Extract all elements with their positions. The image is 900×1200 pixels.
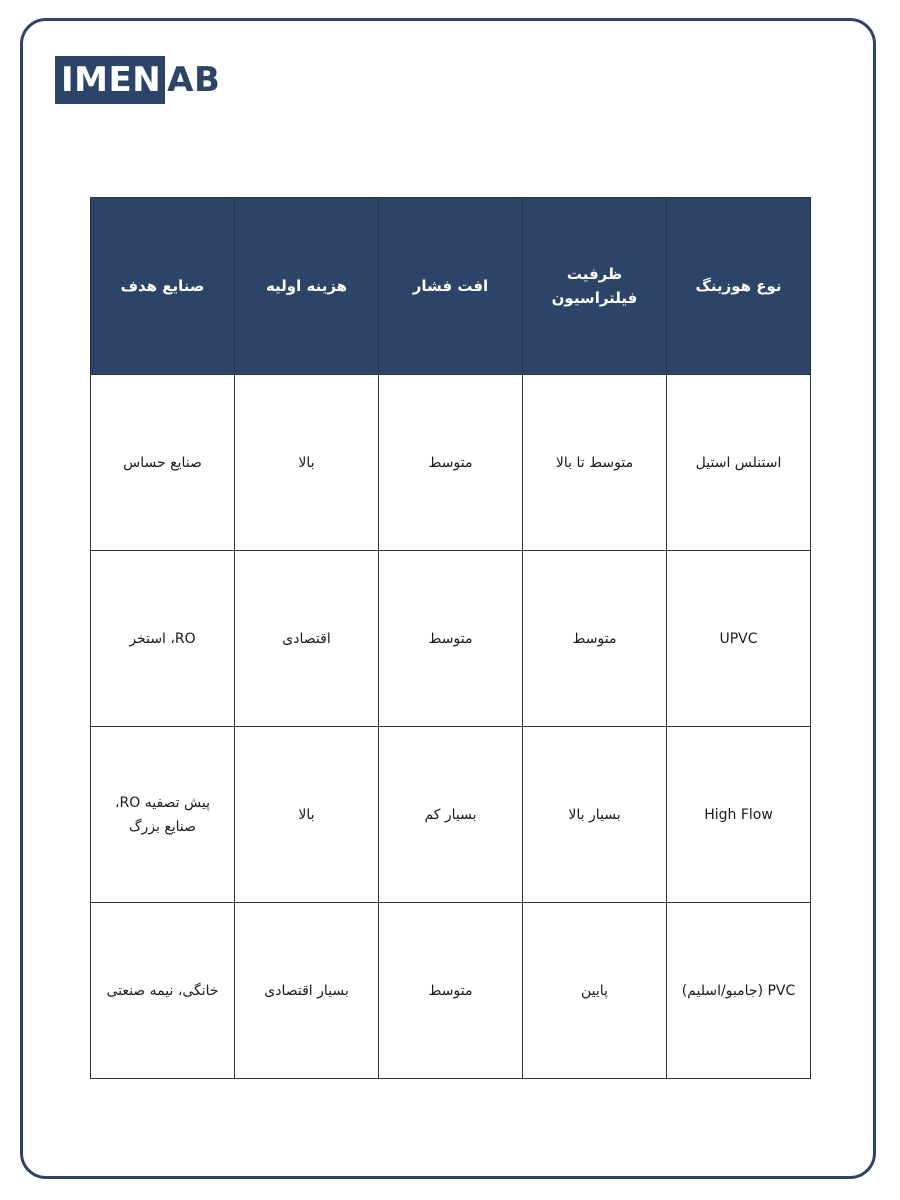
- cell-pressure-drop: متوسط: [379, 551, 523, 727]
- table-header-row: [91, 198, 811, 375]
- logo-plain-text: AB: [167, 60, 221, 100]
- cell-initial-cost: بالا: [235, 727, 379, 903]
- header-housing-type: نوع هوزینگ: [667, 198, 811, 375]
- cell-housing-type: High Flow: [667, 727, 811, 903]
- header-initial-cost: هزینه اولیه: [235, 198, 379, 375]
- cell-filtration-capacity: متوسط: [523, 551, 667, 727]
- cell-filtration-capacity: متوسط تا بالا: [523, 375, 667, 551]
- cell-pressure-drop: متوسط: [379, 903, 523, 1079]
- cell-filtration-capacity: بسیار بالا: [523, 727, 667, 903]
- cell-filtration-capacity: پایین: [523, 903, 667, 1079]
- logo-boxed-text: IMEN: [55, 56, 165, 104]
- brand-logo: [55, 56, 220, 104]
- cell-initial-cost: بالا: [235, 375, 379, 551]
- table-row: [91, 551, 811, 727]
- housing-comparison-table: [90, 197, 811, 1079]
- table-row: [91, 903, 811, 1079]
- header-target-industries: صنایع هدف: [91, 198, 235, 375]
- cell-target-industries: صنایع حساس: [91, 375, 235, 551]
- header-filtration-capacity: ظرفیت فیلتراسیون: [523, 198, 667, 375]
- cell-initial-cost: بسیار اقتصادی: [235, 903, 379, 1079]
- cell-pressure-drop: متوسط: [379, 375, 523, 551]
- cell-initial-cost: اقتصادی: [235, 551, 379, 727]
- cell-target-industries: RO، استخر: [91, 551, 235, 727]
- cell-target-industries: پیش تصفیه RO، صنایع بزرگ: [91, 727, 235, 903]
- cell-housing-type: PVC (جامبو/اسلیم): [667, 903, 811, 1079]
- cell-pressure-drop: بسیار کم: [379, 727, 523, 903]
- cell-housing-type: استنلس استیل: [667, 375, 811, 551]
- cell-housing-type: UPVC: [667, 551, 811, 727]
- cell-target-industries: خانگی، نیمه صنعتی: [91, 903, 235, 1079]
- header-pressure-drop: افت فشار: [379, 198, 523, 375]
- table-row: [91, 375, 811, 551]
- table-row: [91, 727, 811, 903]
